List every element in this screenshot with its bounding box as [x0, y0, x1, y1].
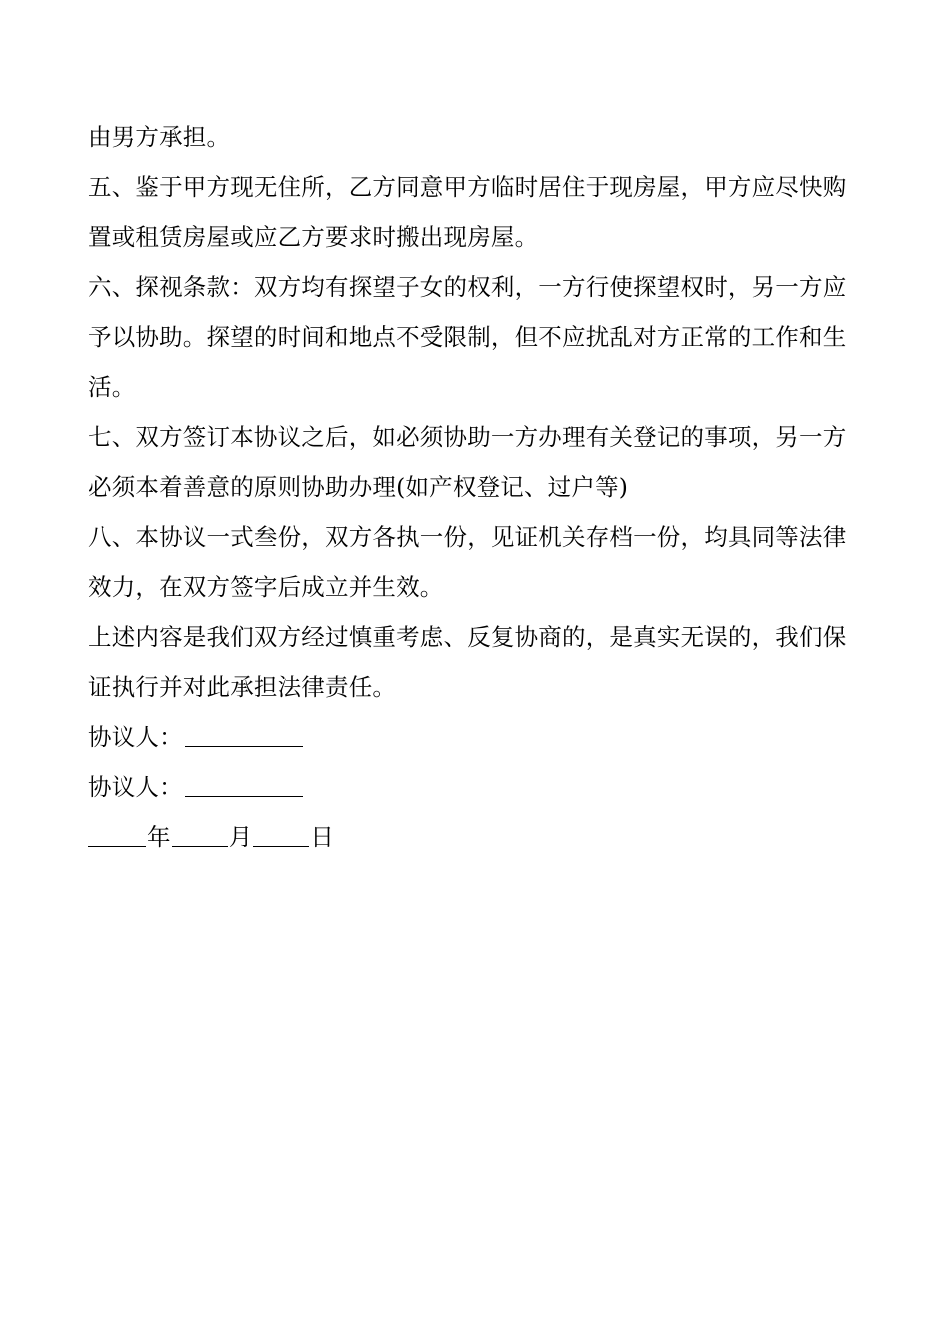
signature-line-1 [88, 712, 862, 762]
text-line: 效力，在双方签字后成立并生效。 [88, 573, 444, 601]
text-line: 置或租赁房屋或应乙方要求时搬出现房屋。 [88, 223, 539, 251]
text-line: 活。 [88, 373, 136, 401]
text-line: 七、双方签订本协议之后，如必须协助一方办理有关登记的事项，另一方 [88, 423, 847, 451]
text-line: 六、探视条款：双方均有探望子女的权利，一方行使探望权时，另一方应 [88, 273, 847, 301]
day-label: 日 [310, 823, 335, 851]
day-blank[interactable] [253, 820, 309, 847]
month-label: 月 [228, 823, 253, 851]
date-line [88, 812, 862, 862]
text-line: 由男方承担。 [88, 123, 231, 151]
signature-line-2 [88, 762, 862, 812]
text-line: 必须本着善意的原则协助办理(如产权登记、过户等) [88, 473, 629, 501]
signature-blank[interactable] [185, 770, 303, 797]
text-line: 上述内容是我们双方经过慎重考虑、反复协商的，是真实无误的，我们保 [88, 623, 847, 651]
year-label: 年 [147, 823, 171, 851]
signature-blank[interactable] [185, 720, 303, 747]
month-blank[interactable] [172, 820, 228, 847]
text-line: 五、鉴于甲方现无住所，乙方同意甲方临时居住于现房屋，甲方应尽快购 [88, 173, 847, 201]
text-line: 予以协助。探望的时间和地点不受限制，但不应扰乱对方正常的工作和生 [88, 323, 847, 351]
text-line: 证执行并对此承担法律责任。 [88, 673, 397, 701]
signatory-label: 协议人： [88, 773, 183, 801]
agreement-body [88, 112, 862, 862]
year-blank[interactable] [88, 820, 146, 847]
signatory-label: 协议人： [88, 723, 183, 751]
text-line: 八、本协议一式叁份，双方各执一份，见证机关存档一份，均具同等法律 [88, 523, 847, 551]
